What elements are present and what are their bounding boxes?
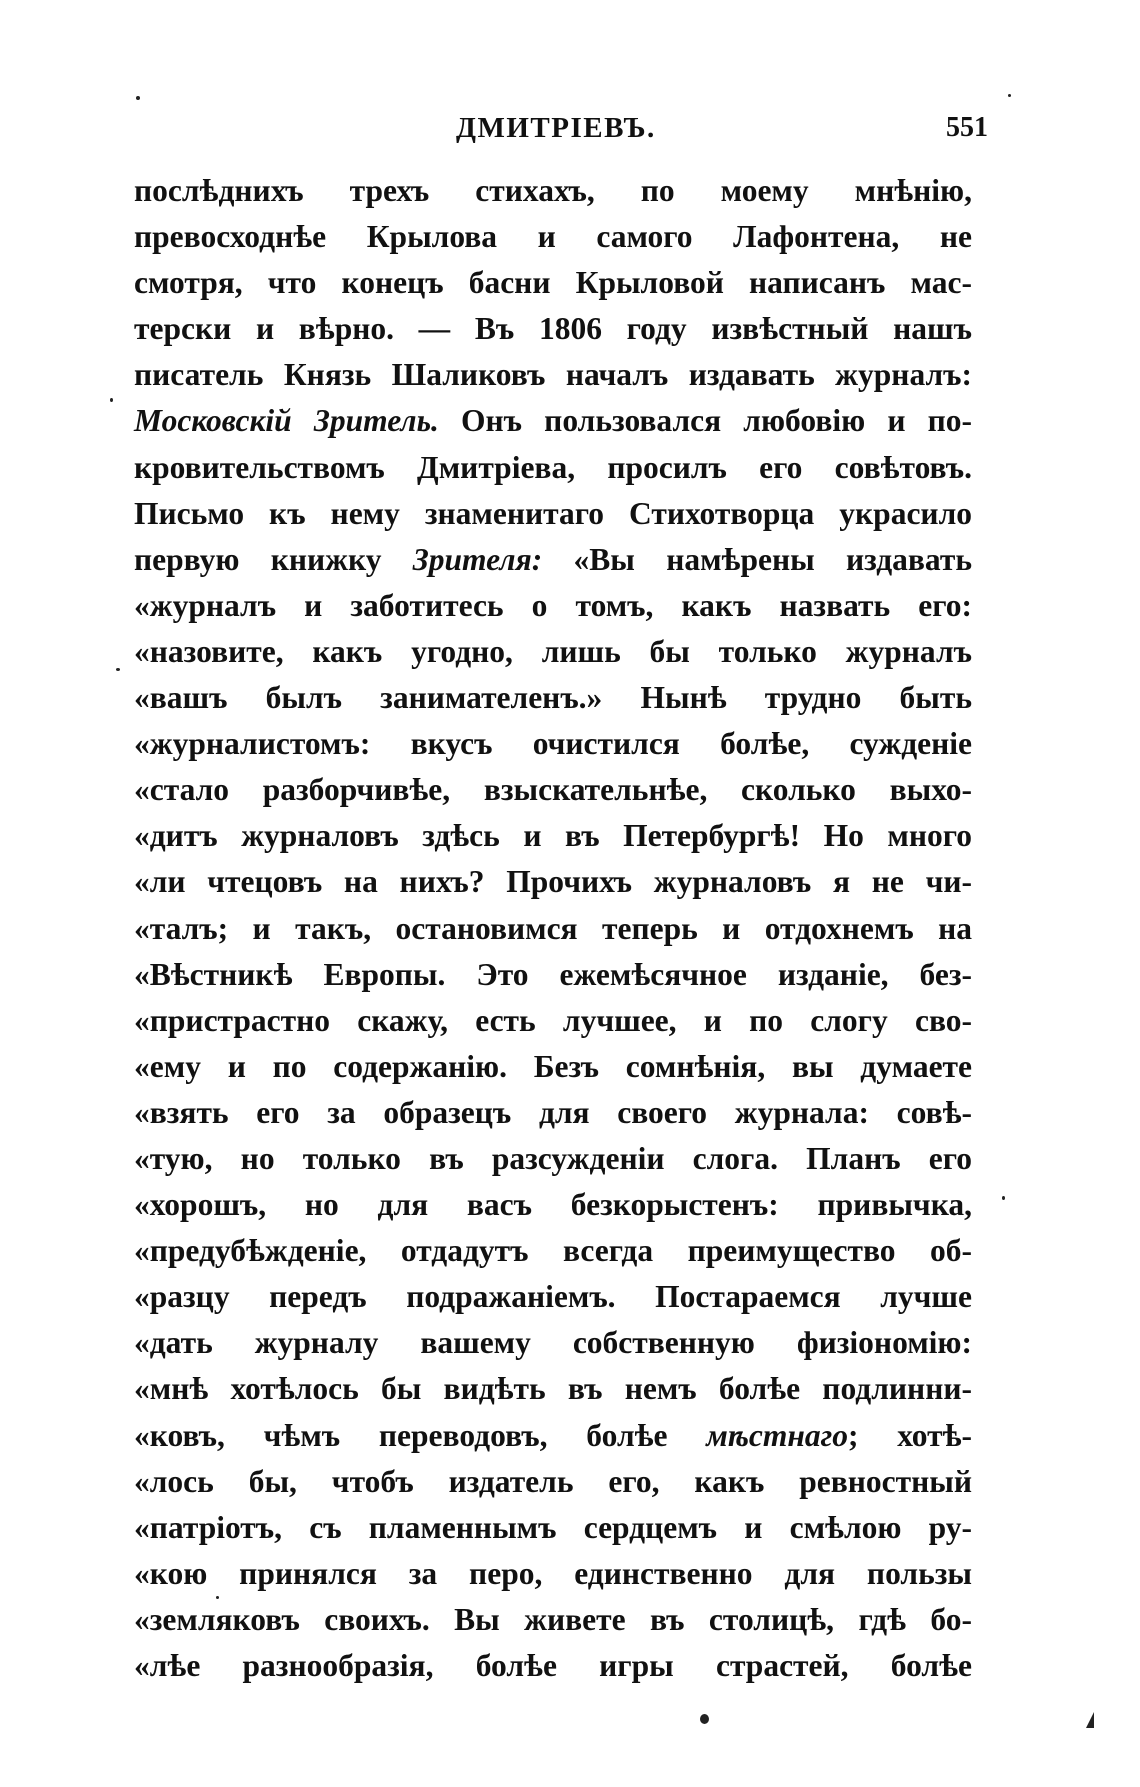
- text-line: [134, 306, 972, 352]
- text-line: [134, 675, 972, 721]
- scan-speck: [216, 1596, 219, 1599]
- text-run: «журналистомъ: вкусъ очистился болѣе, сужденіе: [134, 726, 972, 762]
- text-run: кровительствомъ Дмитріева, просилъ его совѣтовъ.: [134, 449, 972, 485]
- text-run: Письмо къ нему знаменитаго Стихотворца украсило: [134, 495, 972, 531]
- text-line: [134, 537, 972, 583]
- text-line: [134, 491, 972, 537]
- text-run: «ли чтецовъ на нихъ? Прочихъ журналовъ я не чи-: [134, 864, 972, 900]
- text-run: «разцу передъ подражаніемъ. Постараемся лучше: [134, 1279, 972, 1315]
- text-run: «журналъ и заботитесь о томъ, какъ назвать его:: [134, 587, 972, 623]
- text-run: «талъ; и такъ, остановимся теперь и отдохнемъ на: [134, 910, 972, 946]
- text-line: [134, 1274, 972, 1320]
- italic-run: Зрителя:: [412, 541, 543, 577]
- text-line: [134, 445, 972, 491]
- text-run: «лось бы, чтобъ издатель его, какъ ревностный: [134, 1463, 972, 1499]
- scan-mark: [1086, 1712, 1094, 1728]
- text-line: [134, 1182, 972, 1228]
- italic-run: мѣстнаго: [706, 1417, 848, 1453]
- running-head: [0, 112, 1140, 152]
- text-run: первую книжку: [134, 541, 413, 577]
- scan-speck: [1002, 1196, 1005, 1200]
- text-line: [134, 1505, 972, 1551]
- text-run: Онъ пользовался любовію и по-: [438, 403, 973, 439]
- text-run: «пристрастно скажу, есть лучшее, и по слогу сво-: [134, 1002, 972, 1038]
- text-line: [134, 1366, 972, 1412]
- text-line: [134, 859, 972, 905]
- scan-speck: [700, 1714, 709, 1724]
- text-line: [134, 260, 972, 306]
- text-line: [134, 721, 972, 767]
- text-run: писатель Князь Шаликовъ началъ издавать журналъ:: [134, 357, 972, 393]
- text-line: [134, 1413, 972, 1459]
- text-line: [134, 1643, 972, 1689]
- body-text: [134, 168, 972, 1689]
- text-run: превосходнѣе Крылова и самого Лафонтена, не: [134, 219, 972, 255]
- text-line: [134, 629, 972, 675]
- text-line: [134, 1044, 972, 1090]
- text-line: [134, 214, 972, 260]
- text-run: смотря, что конецъ басни Крыловой написанъ мас-: [134, 265, 972, 301]
- text-line: [134, 1136, 972, 1182]
- italic-run: Московскій Зритель.: [134, 403, 439, 439]
- scan-speck: [136, 96, 140, 100]
- text-line: [134, 1551, 972, 1597]
- scan-speck: [110, 398, 113, 402]
- text-line: [134, 1597, 972, 1643]
- text-run: «земляковъ своихъ. Вы живете въ столицѣ, гдѣ бо-: [134, 1601, 972, 1637]
- text-run: «лѣе разнообразія, болѣе игры страстей, болѣе: [134, 1648, 972, 1683]
- text-run: «патріотъ, съ пламеннымъ сердцемъ и смѣлою ру-: [134, 1509, 972, 1545]
- text-run: «назовите, какъ угодно, лишь бы только журналъ: [134, 633, 972, 669]
- text-run: «хорошъ, но для васъ безкорыстенъ: привычка,: [134, 1187, 972, 1223]
- text-run: «тую, но только въ разсужденіи слога. Планъ его: [134, 1140, 972, 1176]
- text-line: [134, 1459, 972, 1505]
- text-run: ; хотѣ-: [847, 1417, 972, 1453]
- text-run: «предубѣжденіе, отдадутъ всегда преимущество об-: [134, 1233, 972, 1269]
- text-line: [134, 998, 972, 1044]
- text-run: «взять его за образецъ для своего журнала: совѣ-: [134, 1094, 972, 1130]
- text-run: «стало разборчивѣе, взыскательнѣе, сколько выхо-: [134, 772, 972, 808]
- running-head-title: ДМИТРІЕВЪ.: [456, 112, 656, 144]
- text-line: [134, 1090, 972, 1136]
- text-line: [134, 398, 972, 444]
- page-number: 551: [946, 112, 988, 143]
- text-line: [134, 583, 972, 629]
- text-line: [134, 352, 972, 398]
- text-line: [134, 952, 972, 998]
- text-run: «кою принялся за перо, единственно для пользы: [134, 1555, 972, 1591]
- text-run: «Вы намѣрены издавать: [542, 541, 973, 577]
- text-line: [134, 767, 972, 813]
- text-line: [134, 906, 972, 952]
- text-run: «дитъ журналовъ здѣсь и въ Петербургѣ! Но много: [134, 818, 972, 854]
- text-run: «Вѣстникѣ Европы. Это ежемѣсячное изданіе, без-: [134, 956, 972, 992]
- text-line: [134, 168, 972, 214]
- text-line: [134, 1320, 972, 1366]
- text-run: послѣднихъ трехъ стихахъ, по моему мнѣнію,: [134, 173, 972, 208]
- text-run: «ему и по содержанію. Безъ сомнѣнія, вы думаете: [134, 1048, 972, 1084]
- text-line: [134, 1228, 972, 1274]
- scan-speck: [1008, 94, 1011, 97]
- text-line: [134, 813, 972, 859]
- text-run: «ковъ, чѣмъ переводовъ, болѣе: [134, 1417, 707, 1453]
- text-run: «дать журналу вашему собственную физіономію:: [134, 1325, 972, 1361]
- text-run: терски и вѣрно. — Въ 1806 году извѣстный нашъ: [134, 311, 972, 347]
- scan-speck: [116, 668, 120, 671]
- text-run: «вашъ былъ занимателенъ.» Нынѣ трудно быть: [134, 680, 972, 716]
- text-run: «мнѣ хотѣлось бы видѣть въ немъ болѣе подлинни-: [134, 1371, 972, 1407]
